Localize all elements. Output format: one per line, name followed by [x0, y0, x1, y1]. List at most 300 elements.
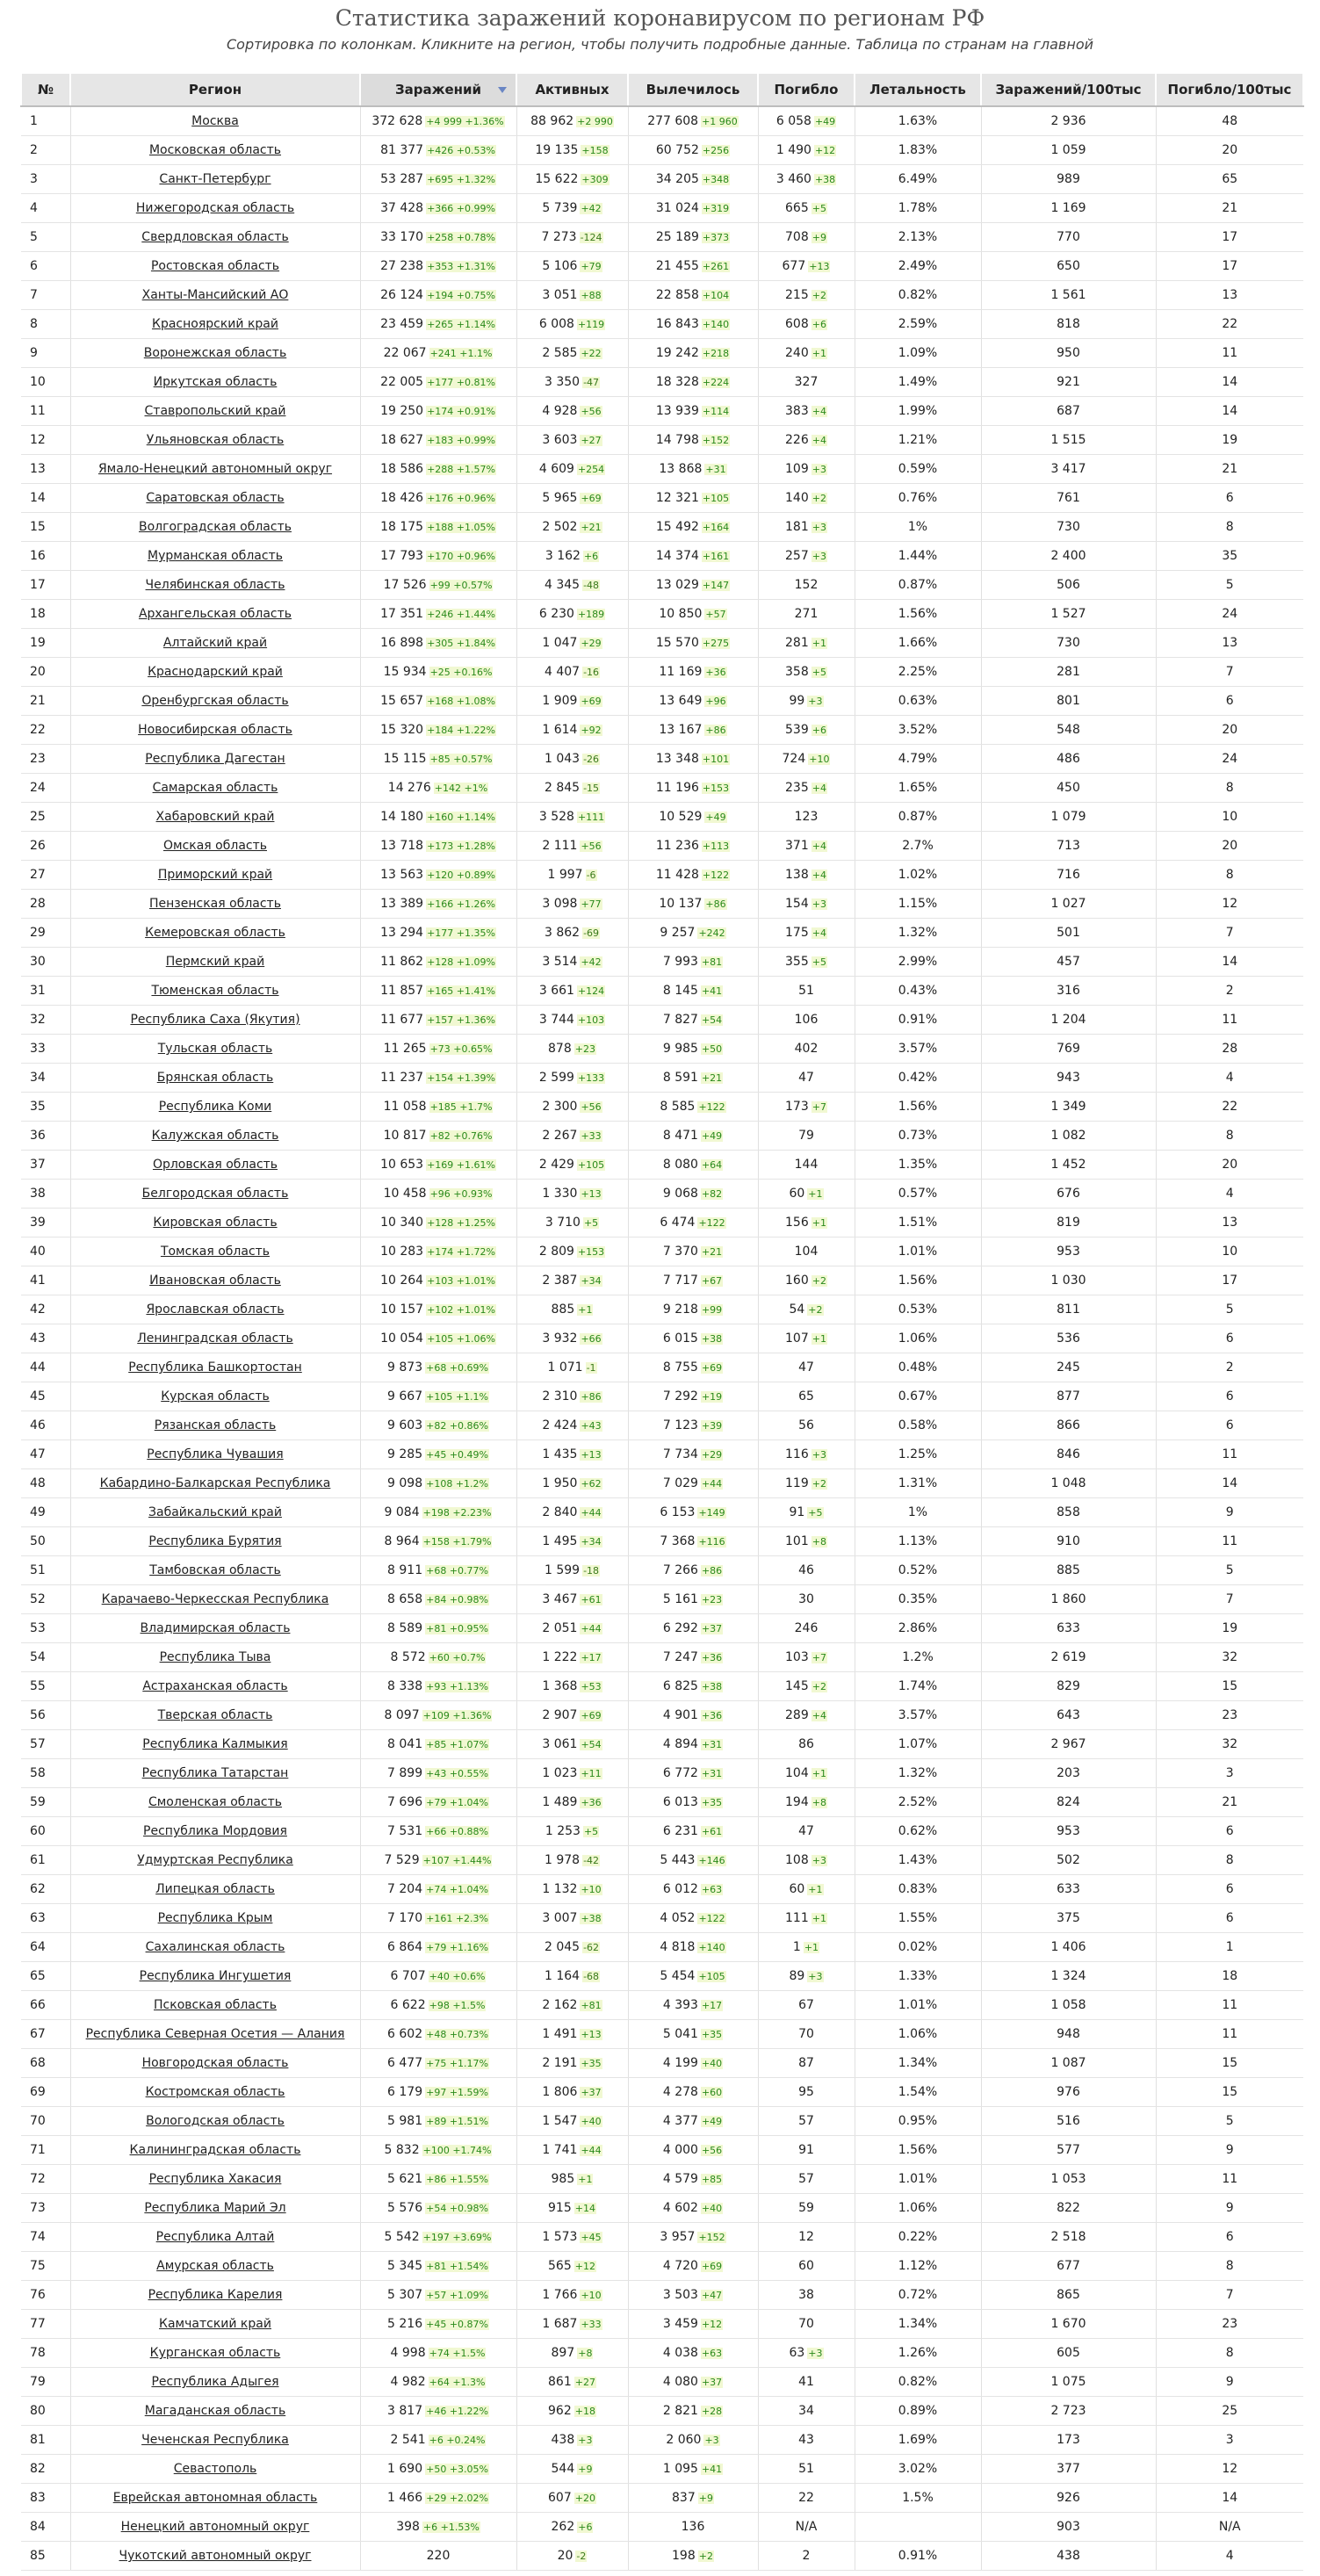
region-link[interactable]: Республика Тыва — [159, 1650, 271, 1664]
region-link[interactable]: Тамбовская область — [149, 1563, 281, 1577]
cell-number — [21, 1122, 70, 1151]
recovered-delta: +113 — [702, 841, 730, 852]
cell-infected-per-100k — [981, 600, 1156, 629]
region-link[interactable]: Краснодарский край — [148, 665, 283, 679]
lethality-value: 0.76% — [898, 491, 938, 505]
region-link[interactable]: Москва — [191, 114, 239, 128]
recovered-value: 5 454 — [660, 1969, 696, 1983]
table-row — [21, 1295, 1303, 1324]
infected-per-100k-value: 1 561 — [1050, 288, 1086, 302]
cell-recovered — [628, 1904, 758, 1933]
cell-infected-per-100k — [981, 832, 1156, 861]
region-link[interactable]: Архангельская область — [138, 607, 292, 621]
cell-recovered — [628, 687, 758, 716]
region-link[interactable]: Кемеровская область — [145, 926, 285, 940]
active-delta: +36 — [581, 1797, 602, 1808]
lethality-value: 1.32% — [898, 1766, 938, 1780]
region-link[interactable]: Ненецкий автономный округ — [120, 2520, 310, 2534]
recovered-value: 11 169 — [659, 665, 703, 679]
cell-lethality — [855, 919, 981, 948]
cell-number — [21, 2020, 70, 2049]
cell-infected — [360, 2136, 516, 2165]
deaths-value: 152 — [794, 578, 819, 592]
cell-infected-per-100k — [981, 1672, 1156, 1701]
deaths-per-100k-value: 4 — [1225, 1071, 1234, 1085]
cell-active — [516, 2542, 628, 2571]
row-number: 9 — [30, 346, 38, 360]
region-link[interactable]: Московская область — [148, 143, 282, 157]
row-number: 78 — [30, 2346, 46, 2360]
deaths-per-100k-value: 9 — [1225, 2375, 1234, 2389]
infected-value: 4 982 — [390, 2375, 426, 2389]
active-value: 438 — [551, 2433, 575, 2447]
row-number: 23 — [30, 752, 46, 766]
lethality-value: 2.59% — [898, 317, 938, 331]
deaths-per-100k-value: 6 — [1225, 1911, 1234, 1925]
infected-per-100k-value: 438 — [1057, 2549, 1080, 2563]
region-link[interactable]: Рязанская область — [154, 1418, 277, 1432]
region-link[interactable]: Ленинградская область — [137, 1331, 293, 1346]
cell-infected — [360, 339, 516, 368]
active-delta: +86 — [581, 1391, 602, 1403]
recovered-delta: +164 — [702, 522, 730, 533]
infected-delta: +185 +1.7% — [429, 1101, 493, 1113]
infected-per-100k-value: 577 — [1057, 2143, 1080, 2157]
cell-recovered — [628, 1353, 758, 1382]
infected-delta: +120 +0.89% — [427, 869, 495, 881]
cell-deaths-per-100k — [1156, 1846, 1303, 1875]
infected-value: 8 964 — [384, 1534, 420, 1548]
lethality-value: 3.02% — [898, 2462, 938, 2476]
region-link[interactable]: Иркутская область — [153, 375, 278, 389]
recovered-value: 4 052 — [660, 1911, 696, 1925]
cell-infected-per-100k — [981, 194, 1156, 223]
region-link[interactable]: Калининградская область — [129, 2143, 301, 2157]
region-link[interactable]: Республика Карелия — [148, 2288, 283, 2302]
deaths-value: 99 — [789, 694, 805, 708]
region-link[interactable]: Курская область — [161, 1389, 270, 1403]
region-link[interactable]: Республика Крым — [157, 1911, 273, 1925]
column-header-region[interactable]: Регион — [70, 73, 360, 106]
active-value: 4 928 — [542, 404, 578, 418]
region-link[interactable]: Ханты-Мансийский АО — [141, 288, 289, 302]
region-link[interactable]: Свердловская область — [141, 230, 289, 244]
deaths-value: 194 — [785, 1795, 809, 1809]
region-link[interactable]: Ямало-Ненецкий автономный округ — [97, 462, 333, 476]
infected-per-100k-value: 2 967 — [1050, 1737, 1086, 1751]
cell-recovered — [628, 919, 758, 948]
infected-delta: +46 +1.22% — [426, 2406, 488, 2417]
active-delta: +254 — [577, 464, 605, 475]
infected-delta: +305 +1.84% — [427, 638, 495, 649]
deaths-value: 106 — [794, 1013, 819, 1027]
deaths-value: 30 — [798, 1592, 814, 1606]
infected-per-100k-value: 316 — [1057, 984, 1080, 998]
cell-infected — [360, 2513, 516, 2542]
row-number: 32 — [30, 1013, 46, 1027]
infected-per-100k-value: 676 — [1057, 1187, 1080, 1201]
region-link[interactable]: Республика Хакасия — [148, 2172, 282, 2186]
active-value: 1 071 — [547, 1360, 583, 1375]
table-row — [21, 2455, 1303, 2484]
row-number: 71 — [30, 2143, 46, 2157]
region-link[interactable]: Курганская область — [149, 2346, 281, 2360]
cell-active — [516, 1266, 628, 1295]
row-number: 7 — [30, 288, 38, 302]
lethality-value: 1.56% — [898, 1100, 938, 1114]
cell-lethality — [855, 687, 981, 716]
region-link[interactable]: Астраханская область — [142, 1679, 288, 1693]
region-link[interactable]: Севастополь — [173, 2462, 257, 2476]
cell-lethality — [855, 281, 981, 310]
column-header-deaths[interactable]: Погибло — [758, 73, 855, 106]
infected-value: 9 084 — [384, 1505, 420, 1519]
column-header-infected[interactable] — [360, 73, 516, 106]
cell-lethality — [855, 1122, 981, 1151]
region-link[interactable]: Республика Адыгея — [151, 2375, 279, 2389]
region-link[interactable]: Оренбургская область — [141, 694, 289, 708]
infected-delta: +4 999 +1.36% — [426, 116, 504, 127]
cell-lethality — [855, 2194, 981, 2223]
region-link[interactable]: Хабаровский край — [155, 810, 275, 824]
cell-recovered — [628, 948, 758, 977]
infected-value: 8 911 — [387, 1563, 423, 1577]
region-link[interactable]: Республика Башкортостан — [128, 1360, 302, 1375]
lethality-value: 1.5% — [902, 2491, 934, 2505]
region-link[interactable]: Магаданская область — [144, 2404, 286, 2418]
cell-infected-per-100k — [981, 2542, 1156, 2571]
region-link[interactable]: Ставропольский край — [144, 404, 286, 418]
lethality-value: 1.13% — [898, 1534, 938, 1548]
cell-number — [21, 2107, 70, 2136]
table-row — [21, 774, 1303, 803]
cell-lethality — [855, 803, 981, 832]
row-number: 61 — [30, 1853, 46, 1867]
cell-deaths — [758, 2484, 855, 2513]
region-link[interactable]: Камчатский край — [159, 2317, 271, 2331]
cell-region — [70, 2165, 360, 2194]
recovered-value: 7 368 — [660, 1534, 696, 1548]
cell-infected-per-100k — [981, 2455, 1156, 2484]
cell-active — [516, 1498, 628, 1527]
cell-infected — [360, 1991, 516, 2020]
deaths-value: 46 — [798, 1563, 814, 1577]
active-delta: +13 — [581, 1449, 602, 1461]
active-value: 3 528 — [538, 810, 574, 824]
active-value: 878 — [548, 1042, 572, 1056]
row-number: 27 — [30, 868, 46, 882]
infected-delta: +183 +0.99% — [427, 435, 495, 446]
cell-deaths-per-100k — [1156, 2455, 1303, 2484]
cell-infected-per-100k — [981, 2107, 1156, 2136]
cell-recovered — [628, 2252, 758, 2281]
cell-lethality — [855, 455, 981, 484]
cell-deaths-per-100k — [1156, 1614, 1303, 1643]
table-row — [21, 1527, 1303, 1556]
deaths-per-100k-value: 22 — [1222, 1100, 1238, 1114]
region-link[interactable]: Липецкая область — [155, 1882, 275, 1896]
region-link[interactable]: Самарская область — [152, 781, 278, 795]
recovered-delta: +116 — [698, 1536, 725, 1548]
region-link[interactable]: Саратовская область — [146, 491, 285, 505]
region-link[interactable]: Тверская область — [157, 1708, 273, 1722]
region-link[interactable]: Пензенская область — [149, 897, 281, 911]
active-delta: +33 — [581, 1130, 602, 1142]
region-link[interactable]: Смоленская область — [148, 1795, 283, 1809]
lethality-value: 0.91% — [898, 2549, 938, 2563]
cell-active — [516, 1006, 628, 1035]
region-link[interactable]: Вологодская область — [146, 2114, 285, 2128]
region-link[interactable]: Республика Чувашия — [147, 1447, 284, 1461]
region-link[interactable]: Псковская область — [154, 1998, 277, 2012]
region-link[interactable]: Республика Марий Эл — [144, 2201, 286, 2215]
active-delta: +1 — [578, 1304, 593, 1316]
cell-region — [70, 716, 360, 745]
region-link[interactable]: Тульская область — [157, 1042, 273, 1056]
region-link[interactable]: Орловская область — [152, 1158, 278, 1172]
deaths-value: 67 — [798, 1998, 814, 2012]
region-link[interactable]: Карачаево-Черкесская Республика — [101, 1592, 329, 1606]
row-number: 18 — [30, 607, 46, 621]
cell-infected — [360, 1035, 516, 1064]
recovered-delta: +37 — [701, 1623, 723, 1634]
cell-recovered — [628, 1556, 758, 1585]
cell-deaths — [758, 1180, 855, 1209]
region-link[interactable]: Новосибирская область — [138, 723, 292, 737]
region-link[interactable]: Амурская область — [156, 2259, 274, 2273]
cell-deaths-per-100k — [1156, 1064, 1303, 1093]
region-link[interactable]: Мурманская область — [148, 549, 283, 563]
region-link[interactable]: Омская область — [162, 839, 267, 853]
region-link[interactable]: Воронежская область — [143, 346, 287, 360]
region-link[interactable]: Костромская область — [145, 2085, 285, 2099]
infected-value: 13 389 — [380, 897, 424, 911]
infected-delta: +197 +3.69% — [422, 2232, 492, 2243]
deaths-per-100k-value: 8 — [1225, 1129, 1234, 1143]
cell-active — [516, 600, 628, 629]
cell-lethality — [855, 368, 981, 397]
lethality-value: 1.56% — [898, 2143, 938, 2157]
region-link[interactable]: Еврейская автономная область — [112, 2491, 318, 2505]
lethality-value: 0.43% — [898, 984, 938, 998]
lethality-value: 1.65% — [898, 781, 938, 795]
region-link[interactable]: Красноярский край — [152, 317, 278, 331]
region-link[interactable]: Чукотский автономный округ — [119, 2549, 312, 2563]
cell-number — [21, 716, 70, 745]
lethality-value: 1.01% — [898, 2172, 938, 2186]
region-link[interactable]: Республика Саха (Якутия) — [130, 1013, 300, 1027]
deaths-per-100k-value: 6 — [1225, 1824, 1234, 1838]
recovered-delta: +19 — [701, 1391, 723, 1403]
cell-deaths-per-100k — [1156, 252, 1303, 281]
cell-deaths-per-100k — [1156, 2078, 1303, 2107]
column-header-lethality[interactable]: Летальность — [855, 73, 981, 106]
infected-value: 5 576 — [387, 2201, 423, 2215]
cell-deaths — [758, 223, 855, 252]
cell-lethality — [855, 426, 981, 455]
row-number: 38 — [30, 1187, 46, 1201]
active-delta: +1 — [578, 2174, 593, 2185]
cell-recovered — [628, 745, 758, 774]
table-row — [21, 1382, 1303, 1411]
active-delta: -2 — [576, 2551, 587, 2562]
cell-infected — [360, 397, 516, 426]
cell-region — [70, 2049, 360, 2078]
infected-delta: +48 +0.73% — [426, 2029, 488, 2040]
region-link[interactable]: Брянская область — [156, 1071, 274, 1085]
region-link[interactable]: Сахалинская область — [145, 1940, 285, 1954]
cell-lethality — [855, 1846, 981, 1875]
infected-value: 10 283 — [380, 1245, 424, 1259]
region-link[interactable]: Республика Мордовия — [143, 1824, 287, 1838]
cell-active — [516, 1064, 628, 1093]
sort-desc-icon — [498, 87, 507, 93]
region-link[interactable]: Республика Алтай — [155, 2230, 275, 2244]
cell-infected — [360, 1846, 516, 1875]
cell-deaths — [758, 397, 855, 426]
cell-lethality — [855, 2049, 981, 2078]
cell-recovered — [628, 832, 758, 861]
lethality-value: 0.02% — [898, 1940, 938, 1954]
cell-deaths — [758, 803, 855, 832]
region-link[interactable]: Ивановская область — [149, 1274, 281, 1288]
column-header-recovered[interactable]: Вылечилось — [628, 73, 758, 106]
row-number: 24 — [30, 781, 46, 795]
cell-recovered — [628, 2281, 758, 2310]
deaths-per-100k-value: 8 — [1225, 520, 1234, 534]
recovered-value: 7 370 — [662, 1245, 698, 1259]
region-link[interactable]: Чеченская Республика — [141, 2433, 289, 2447]
active-value: 2 162 — [542, 1998, 578, 2012]
region-link[interactable]: Владимирская область — [140, 1621, 291, 1635]
infected-value: 9 285 — [387, 1447, 423, 1461]
cell-infected — [360, 861, 516, 890]
active-value: 3 007 — [542, 1911, 578, 1925]
recovered-value: 14 798 — [655, 433, 699, 447]
region-link[interactable]: Томская область — [160, 1245, 270, 1259]
active-value: 2 599 — [538, 1071, 574, 1085]
cell-lethality — [855, 948, 981, 977]
cell-active — [516, 1846, 628, 1875]
cell-active — [516, 1469, 628, 1498]
row-number: 81 — [30, 2433, 46, 2447]
lethality-value: 1.26% — [898, 2346, 938, 2360]
deaths-delta: +4 — [811, 841, 826, 852]
row-number: 33 — [30, 1042, 46, 1056]
cell-region — [70, 571, 360, 600]
deaths-delta: +3 — [811, 898, 826, 910]
cell-recovered — [628, 629, 758, 658]
recovered-delta: +122 — [698, 1913, 725, 1924]
infected-value: 7 899 — [387, 1766, 423, 1780]
region-link[interactable]: Кировская область — [153, 1216, 278, 1230]
region-link[interactable]: Тюменская область — [151, 984, 279, 998]
deaths-value: 140 — [785, 491, 809, 505]
lethality-value: 0.72% — [898, 2288, 938, 2302]
region-link[interactable]: Республика Северная Осетия — Алания — [85, 2027, 345, 2041]
cell-deaths — [758, 629, 855, 658]
cell-recovered — [628, 2049, 758, 2078]
region-link[interactable]: Удмуртская Республика — [137, 1853, 293, 1867]
lethality-value: 2.49% — [898, 259, 938, 273]
column-header-active[interactable]: Активных — [516, 73, 628, 106]
table-row — [21, 571, 1303, 600]
cell-infected — [360, 2049, 516, 2078]
active-value: 262 — [551, 2520, 575, 2534]
lethality-value: 0.91% — [898, 1013, 938, 1027]
cell-infected-per-100k — [981, 2049, 1156, 2078]
region-link[interactable]: Ростовская область — [150, 259, 280, 273]
deaths-per-100k-value: 14 — [1222, 2491, 1238, 2505]
cell-infected-per-100k — [981, 339, 1156, 368]
deaths-value: 402 — [794, 1042, 819, 1056]
region-link[interactable]: Республика Коми — [158, 1100, 272, 1114]
region-link[interactable]: Республика Ингушетия — [139, 1969, 292, 1983]
cell-infected — [360, 1933, 516, 1962]
lethality-value: 0.35% — [898, 1592, 938, 1606]
deaths-value: 665 — [785, 201, 809, 215]
region-link[interactable]: Белгородская область — [141, 1187, 289, 1201]
cell-deaths-per-100k — [1156, 426, 1303, 455]
region-link[interactable]: Республика Бурятия — [148, 1534, 282, 1548]
recovered-delta: +31 — [701, 1768, 723, 1779]
deaths-per-100k-value: 22 — [1222, 317, 1238, 331]
table-row — [21, 2542, 1303, 2571]
row-number: 41 — [30, 1274, 46, 1288]
active-delta: +309 — [581, 174, 609, 185]
infected-delta: +81 +0.95% — [426, 1623, 488, 1634]
cell-infected — [360, 2107, 516, 2136]
region-link[interactable]: Волгоградская область — [139, 520, 292, 534]
row-number: 43 — [30, 1331, 46, 1346]
region-link[interactable]: Нижегородская область — [135, 201, 295, 215]
cell-active — [516, 745, 628, 774]
region-link[interactable]: Ярославская область — [146, 1302, 285, 1317]
cell-number — [21, 2078, 70, 2107]
region-link[interactable]: Пермский край — [165, 955, 265, 969]
cell-active — [516, 1904, 628, 1933]
deaths-value: 70 — [798, 2027, 814, 2041]
region-link[interactable]: Калужская область — [151, 1129, 279, 1143]
infected-delta: +108 +1.2% — [426, 1478, 488, 1490]
region-link[interactable]: Забайкальский край — [148, 1505, 282, 1519]
lethality-value: 4.79% — [898, 752, 938, 766]
cell-number — [21, 1035, 70, 1064]
region-link[interactable]: Ульяновская область — [146, 433, 285, 447]
cell-active — [516, 1672, 628, 1701]
cell-active — [516, 1817, 628, 1846]
region-link[interactable]: Санкт-Петербург — [159, 172, 271, 186]
cell-lethality — [855, 658, 981, 687]
cell-deaths-per-100k — [1156, 2136, 1303, 2165]
infected-value: 14 180 — [380, 810, 424, 824]
region-link[interactable]: Челябинская область — [145, 578, 285, 592]
column-header-infected-per-100k[interactable]: Заражений/100тыс — [981, 73, 1156, 106]
column-header-deaths-per-100k[interactable]: Погибло/100тыс — [1156, 73, 1303, 106]
region-link[interactable]: Приморский край — [157, 868, 273, 882]
cell-infected — [360, 1353, 516, 1382]
cell-deaths-per-100k — [1156, 1875, 1303, 1904]
region-link[interactable]: Кабардино-Балкарская Республика — [99, 1476, 331, 1490]
active-delta: -18 — [583, 1565, 600, 1577]
region-link[interactable]: Республика Дагестан — [145, 752, 285, 766]
column-header-number[interactable]: № — [21, 73, 70, 106]
region-link[interactable]: Республика Калмыкия — [142, 1737, 288, 1751]
region-link[interactable]: Республика Татарстан — [141, 1766, 289, 1780]
region-link[interactable]: Алтайский край — [162, 636, 268, 650]
cell-lethality — [855, 136, 981, 165]
region-link[interactable]: Новгородская область — [141, 2056, 289, 2070]
